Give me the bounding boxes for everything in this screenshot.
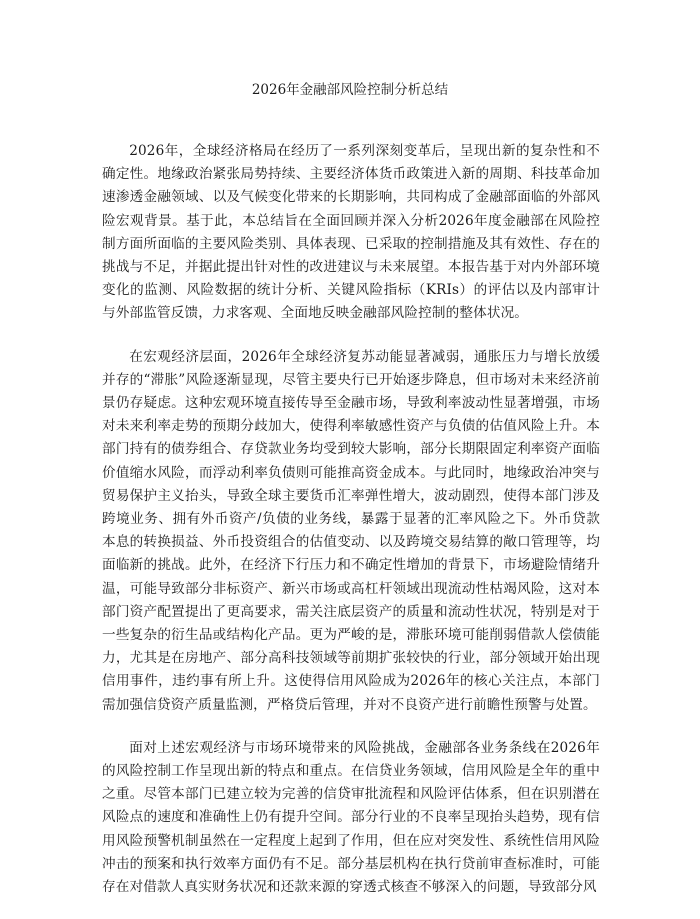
document-body — [102, 140, 600, 919]
paragraph-3: 面对上述宏观经济与市场环境带来的风险挑战，金融部各业务条线在2026年的风险控制工作呈现出新的特点和重点。在信贷业务领域，信用风险是全年的重中之重。尽管本部门已建立较为完善的信贷审批流程和风险评估体系，但在识别潜在风险点的速度和准确性上仍有提升空间。部分行业的不良率呈现抬头趋势，现有信用风险预警机制虽然在一定程度上起到了作用，但在应对突发性、系统性信用风险冲击的预案和执行效率方面仍有不足。部分基层机构在执行贷前审查标准时，可能存在对借款人真实财务状况和还款来源的穿透式核查不够深入的问题，导致部分风 — [102, 739, 600, 896]
paragraph-1: 2026年，全球经济格局在经历了一系列深刻变革后，呈现出新的复杂性和不确定性。地缘政治紧张局势持续、主要经济体货币政策进入新的周期、科技革命加速渗透金融领域、以及气候变化带来的长期影响，共同构成了金融部面临的外部风险宏观背景。基于此，本总结旨在全面回顾并深入分析2026年度金融部在风险控制方面所面临的主要风险类别、具体表现、已采取的控制措施及其有效性、存在的挑战与不足，并据此提出针对性的改进建议与未来展望。本报告基于对内外部环境变化的监测、风险数据的统计分析、关键风险指标（KRIs）的评估以及内部审计与外部监管反馈，力求客观、全面地反映金融部风险控制的整体状况。 — [102, 143, 600, 322]
document-title: 2026年金融部风险控制分析总结 — [251, 82, 449, 98]
paragraph-2: 在宏观经济层面，2026年全球经济复苏动能显著减弱，通胀压力与增长放缓并存的“滞胀”风险逐渐显现，尽管主要央行已开始逐步降息，但市场对未来经济前景仍存疑虑。这种宏观环境直接传导至金融市场，导致利率波动性显著增强，市场对未来利率走势的预期分歧加大，使得利率敏感性资产与负债的估值风险上升。本部门持有的债券组合、存贷款业务均受到较大影响，部分长期限固定利率资产面临价值缩水风险，而浮动利率负债则可能推高资金成本。与此同时，地缘政治冲突与贸易保护主义抬头，导致全球主要货币汇率弹性增大，波动剧烈，使得本部门涉及跨境业务、拥有外币资产/负债的业务线，暴露于显著的汇率风险之下。外币贷款本息的转换损益、外币投资组合的估值变动、以及跨境交易结算的敞口管理等，均面临新的挑战。此外，在经济下行压力和不确定性增加的背景下，市场避险情绪升温，可能导致部分非标资产、新兴市场或高杠杆领域出现流动性枯竭风险，这对本部门资产配置提出了更高要求，需关注底层资产的质量和流动性状况，特别是对于一些复杂的衍生品或结构化产品。更为严峻的是，滞胀环境可能削弱借款人偿债能力，尤其是在房地产、部分高科技领域等前期扩张较快的行业，部分领域开始出现信用事件，违约事有所上升。这使得信用风险成为2026年的核心关注点，本部门需加强信贷资产质量监测，严格贷后管理，并对不良资产进行前瞻性预警与处置。 — [102, 348, 600, 713]
